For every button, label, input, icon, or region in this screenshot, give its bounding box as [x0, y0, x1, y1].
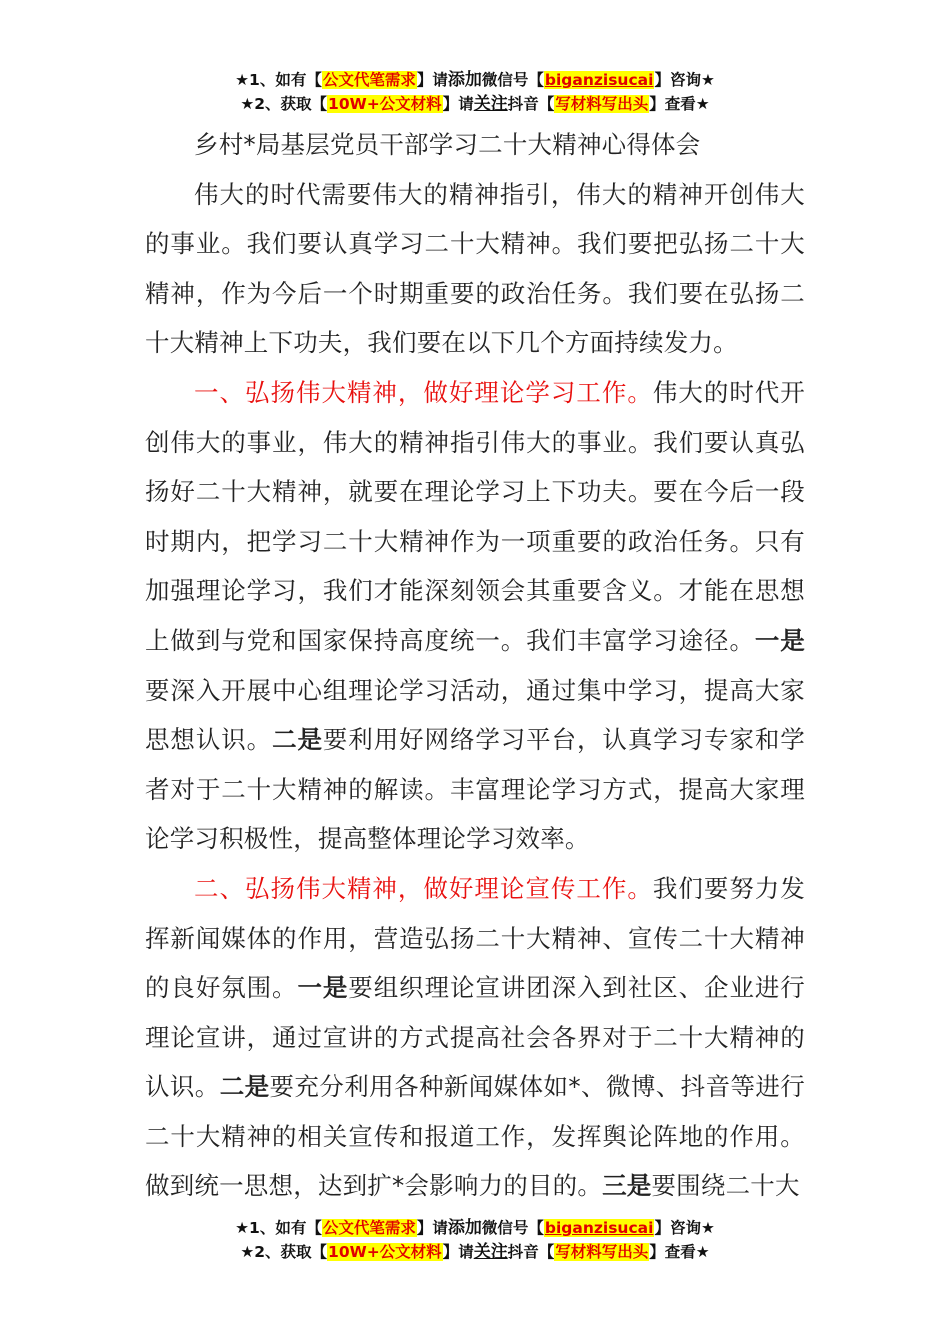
bottom-banner	[0, 1216, 950, 1264]
banner-line-2: ★2、获取【10W+公文材料】请关注抖音【写材料写出头】查看★	[240, 94, 710, 114]
emphasis-add: 添加	[447, 1218, 482, 1238]
point-marker: 二是	[272, 725, 323, 755]
banner-line-1: ★1、如有【公文代笔需求】请添加微信号【biganzisucai】咨询★	[235, 70, 715, 90]
emphasis-add: 添加	[447, 70, 482, 90]
point-marker: 三是	[602, 1171, 652, 1201]
section-2-heading: 二、弘扬伟大精神，做好理论宣传工作。	[194, 873, 653, 903]
banner-line-1: ★1、如有【公文代笔需求】请添加微信号【biganzisucai】咨询★	[235, 1218, 715, 1238]
intro-paragraph: 伟大的时代需要伟大的精神指引，伟大的精神开创伟大的事业。我们要认真学习二十大精神。我们要把弘扬二十大精神，作为今后一个时期重要的政治任务。我们要在弘扬二十大精神上下功夫，我们要在以下几个方面持续发力。	[145, 179, 805, 358]
emphasis-follow: 关注	[473, 94, 508, 114]
highlight-materials: 10W+公文材料	[328, 95, 442, 113]
top-banner	[0, 68, 950, 116]
section-2-paragraph: 二、弘扬伟大精神，做好理论宣传工作。我们要努力发挥新闻媒体的作用，营造弘扬二十大精神、宣传二十大精神的良好氛围。一是要组织理论宣讲团深入到社区、企业进行理论宣讲，通过宣讲的方式提高社会各界对于二十大精神的认识。二是要充分利用各种新闻媒体如*、微博、抖音等进行二十大精神的相关宣传和报道工作，发挥舆论阵地的作用。做到统一思想，达到扩*会影响力的目的。三是要围绕二十大	[145, 873, 805, 1201]
douyin-account: 写材料写出头	[555, 95, 649, 113]
wechat-id: biganzisucai	[544, 71, 654, 89]
wechat-id: biganzisucai	[544, 1219, 654, 1237]
section-1-heading: 一、弘扬伟大精神，做好理论学习工作。	[194, 377, 653, 407]
highlight-ghostwriting: 公文代笔需求	[322, 1219, 416, 1237]
document-title: 乡村*局基层党员干部学习二十大精神心得体会	[194, 130, 701, 159]
douyin-account: 写材料写出头	[555, 1243, 649, 1261]
section-1-paragraph: 一、弘扬伟大精神，做好理论学习工作。伟大的时代开创伟大的事业，伟大的精神指引伟大的事业。我们要认真弘扬好二十大精神，就要在理论学习上下功夫。要在今后一段时期内，把学习二十大精神作为一项重要的政治任务。只有加强理论学习，我们才能深刻领会其重要含义。才能在思想上做到与党和国家保持高度统一。我们丰富学习途径。一是要深入开展中心组理论学习活动，通过集中学习，提高大家思想认识。二是要利用好网络学习平台，认真学习专家和学者对于二十大精神的解读。丰富理论学习方式，提高大家理论学习积极性，提高整体理论学习效率。	[145, 377, 805, 854]
point-marker: 一是	[754, 625, 805, 655]
document-body	[145, 120, 805, 1211]
highlight-ghostwriting: 公文代笔需求	[322, 71, 416, 89]
highlight-materials: 10W+公文材料	[328, 1243, 442, 1261]
banner-line-2: ★2、获取【10W+公文材料】请关注抖音【写材料写出头】查看★	[240, 1242, 710, 1262]
emphasis-follow: 关注	[473, 1242, 508, 1262]
point-marker: 一是	[297, 973, 349, 1003]
point-marker: 二是	[219, 1072, 270, 1102]
